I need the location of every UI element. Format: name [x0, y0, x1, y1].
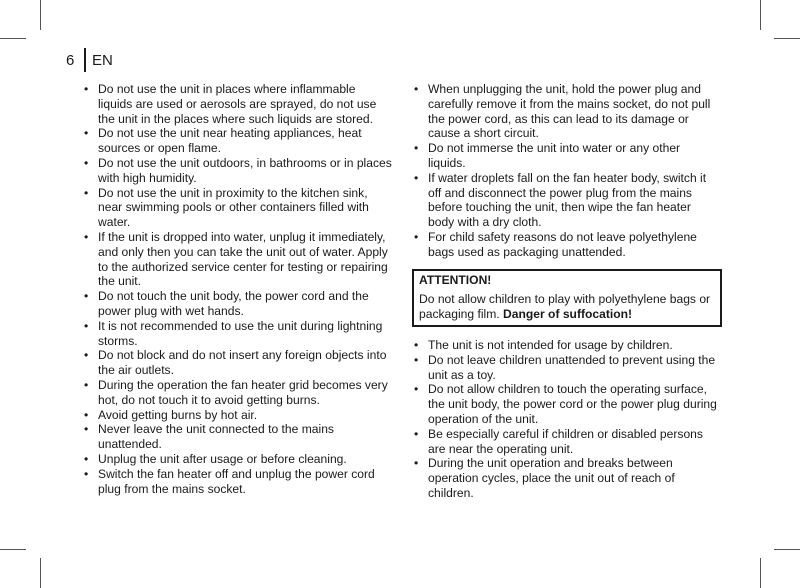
crop-mark	[760, 0, 761, 30]
page-number: 6	[66, 51, 75, 69]
safety-list-left	[84, 82, 392, 496]
safety-list-right-bottom	[414, 338, 720, 501]
attention-warning: Danger of suffocation!	[503, 307, 633, 322]
list-item: • Switch the fan heater off and unplug the power cord plug from the mains socket.	[84, 467, 392, 497]
list-item: • Do not immerse the unit into water or any other liquids.	[414, 141, 720, 171]
header-divider	[84, 48, 86, 72]
left-column	[84, 82, 392, 496]
list-item: • Do not use the unit in places where inflammable liquids are used or aerosols are sprayed, do not use the unit in the places where such liquids are stored.	[84, 82, 392, 126]
list-item: • Do not use the unit near heating appliances, heat sources or open flame.	[84, 126, 392, 156]
list-item: • The unit is not intended for usage by children.	[414, 338, 720, 353]
list-item: • During the operation the fan heater grid becomes very hot, do not touch it to avoid getting burns.	[84, 378, 392, 408]
list-item: • Unplug the unit after usage or before cleaning.	[84, 452, 392, 467]
right-column	[414, 82, 720, 501]
list-item: • Never leave the unit connected to the mains unattended.	[84, 422, 392, 452]
attention-title: ATTENTION!	[419, 272, 492, 287]
crop-mark	[774, 549, 800, 550]
list-item: • It is not recommended to use the unit during lightning storms.	[84, 319, 392, 349]
attention-box	[412, 269, 722, 327]
crop-mark	[0, 549, 26, 550]
safety-list-right-top	[414, 82, 720, 260]
list-item: • Do not block and do not insert any foreign objects into the air outlets.	[84, 348, 392, 378]
list-item: • Do not use the unit outdoors, in bathrooms or in places with high humidity.	[84, 156, 392, 186]
list-item: • Do not leave children unattended to prevent using the unit as a toy.	[414, 353, 720, 383]
crop-mark	[760, 558, 761, 588]
list-item: • Do not allow children to touch the operating surface, the unit body, the power cord or the power plug during operation of the unit.	[414, 382, 720, 426]
list-item: • Do not use the unit in proximity to the kitchen sink, near swimming pools or other containers filled with water.	[84, 186, 392, 230]
crop-mark	[0, 38, 26, 39]
list-item: • During the unit operation and breaks between operation cycles, place the unit out of reach of children.	[414, 456, 720, 500]
list-item: • For child safety reasons do not leave polyethylene bags used as packaging unattended.	[414, 230, 720, 260]
crop-mark	[40, 0, 41, 30]
list-item: • If the unit is dropped into water, unplug it immediately, and only then you can take the unit out of water. Apply to the authorized service center for testing or repairing the unit.	[84, 230, 392, 289]
list-item: • When unplugging the unit, hold the power plug and carefully remove it from the mains socket, do not pull the power cord, as this can lead to its damage or cause a short circuit.	[414, 82, 720, 141]
crop-mark	[774, 38, 800, 39]
language-code: EN	[92, 51, 113, 69]
list-item: • Be especially careful if children or disabled persons are near the operating unit.	[414, 427, 720, 457]
list-item: • If water droplets fall on the fan heater body, switch it off and disconnect the power plug from the mains before touching the unit, then wipe the fan heater body with a dry cloth.	[414, 171, 720, 230]
page-header	[66, 48, 113, 72]
attention-text: Do not allow children to play with polyethylene bags or packaging film.	[419, 292, 711, 322]
crop-mark	[40, 558, 41, 588]
list-item: • Do not touch the unit body, the power cord and the power plug with wet hands.	[84, 289, 392, 319]
list-item: • Avoid getting burns by hot air.	[84, 408, 392, 423]
